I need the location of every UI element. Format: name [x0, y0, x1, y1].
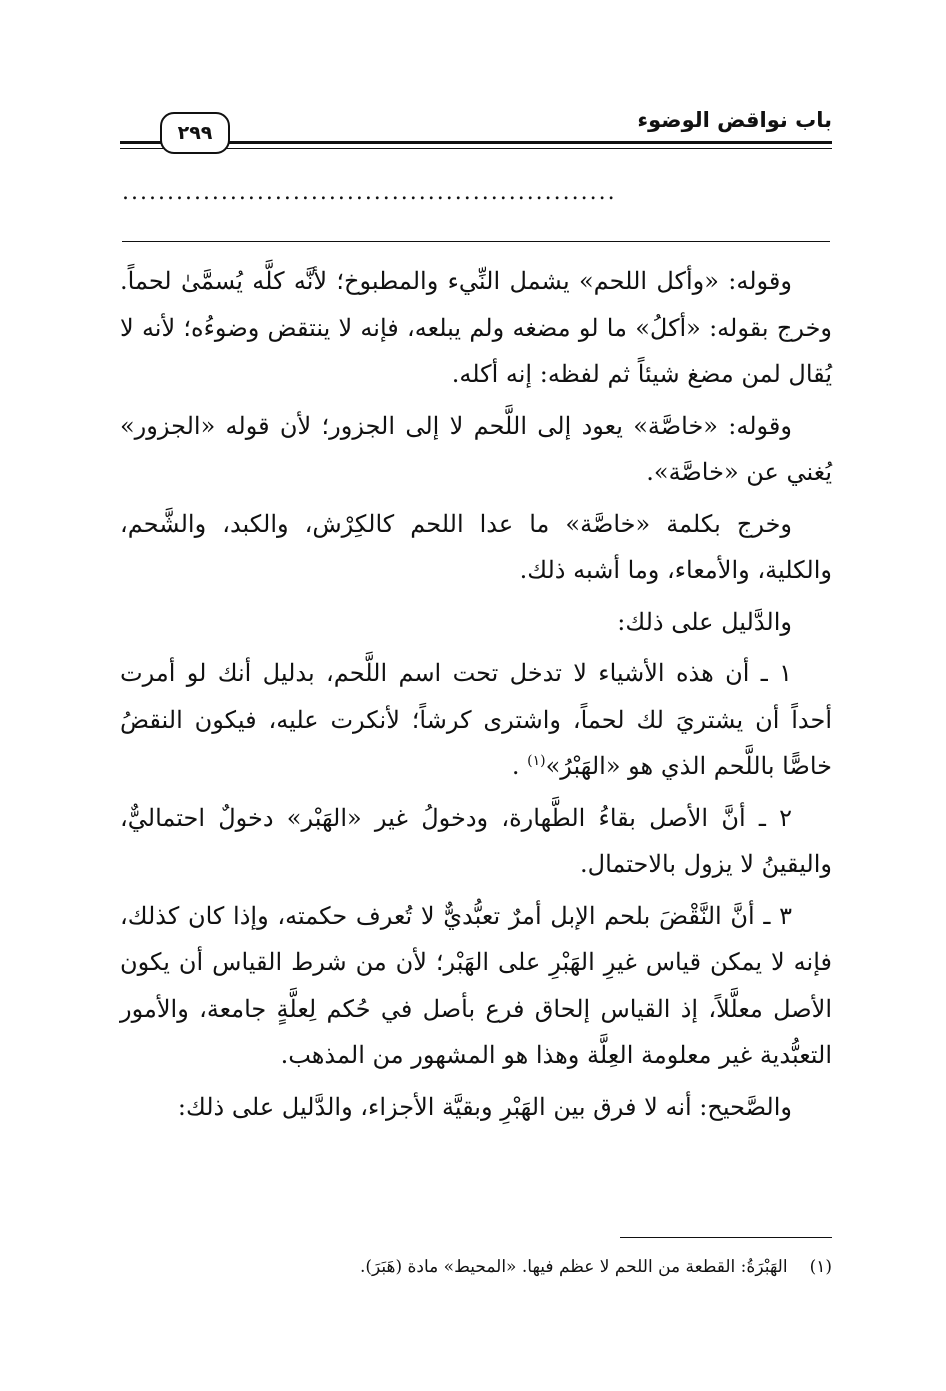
chapter-title: باب نواقض الوضوء [637, 108, 832, 132]
paragraph-5: ١ ـ أن هذه الأشياء لا تدخل تحت اسم اللَّحم، بدليل أنك لو أمرت أحداً أن يشتريَ لك لحماً، واشترى كرشاً؛ لأنكرت عليه، فيكون النقضُ خاصًّا باللَّحم الذي هو «الهَبْرُ»$^{(١)}$ . [120, 659, 832, 780]
dotted-separator: ....................................................... [122, 180, 617, 205]
paragraph-4: والدَّليل على ذلك: [617, 607, 792, 636]
paragraph-3: وخرج بكلمة «خاصَّة» ما عدا اللحم كالكِرْش، والكبد، والشَّحم، والكلية، والأمعاء، وما أشبه ذلك. [120, 509, 832, 584]
section-rule [122, 241, 830, 242]
main-text [120, 258, 832, 1135]
page-header [120, 100, 832, 160]
footnote-reference[interactable]: (١) [527, 753, 546, 769]
paragraph-6: ٢ ـ أنَّ الأصل بقاءُ الطَّهارة، ودخولُ غير «الهَبْر» دخولٌ احتماليٌّ، واليقينُ لا يزول بالاحتمال. [120, 803, 832, 878]
paragraph-2: وقوله: «خاصَّة» يعود إلى اللَّحم لا إلى الجزور؛ لأن قوله «الجزور» يُغني عن «خاصَّة». [120, 411, 832, 486]
paragraph-8: والصَّحيح: أنه لا فرق بين الهَبْرِ وبقيَّة الأجزاء، والدَّليل على ذلك: [177, 1092, 792, 1121]
footnote-rule [620, 1237, 832, 1238]
paragraph-5-text: ١ ـ أن هذه الأشياء لا تدخل تحت اسم اللَّحم، بدليل أنك لو أمرت أحداً أن يشتريَ لك لحماً، واشترى كرشاً؛ لأنكرت عليه، فيكون النقضُ خاصًّا باللَّحم الذي هو «الهَبْرُ» [120, 659, 832, 780]
paragraph-1: وقوله: «وأكل اللحم» يشمل النِّيء والمطبوخ؛ لأنَّه كلَّه يُسمَّىٰ لحماً. وخرج بقوله: «أكلُ» ما لو مضغه ولم يبلعه، فإنه لا ينتقض وضوءُه؛ لأنه لا يُقال لمن مضغ شيئاً ثم لفظه: إنه أكله. [120, 267, 832, 388]
paragraph-7: ٣ ـ أنَّ النَّقْضَ بلحم الإبل أمرٌ تعبُّديٌّ لا تُعرف حكمته، وإذا كان كذلك، فإنه لا يمكن قياس غيرِ الهَبْرِ على الهَبْر؛ لأن من شرط القياس أن يكون الأصل معلَّلاً، إذ القياس إلحاق فرع بأصل في حُكم لِعلَّةٍ جامعة، والأمور التعبُّدية غير معلومة العِلَّة وهذا هو المشهور من المذهب. [120, 901, 832, 1069]
page-number: ٢٩٩ [160, 112, 230, 154]
footnote-number: (١) [809, 1257, 832, 1277]
footnote [120, 1252, 832, 1282]
footnote-text: الهَبْرَةُ: القطعة من اللحم لا عظم فيها. «المحيط» مادة (هَبَرَ). [359, 1257, 788, 1277]
